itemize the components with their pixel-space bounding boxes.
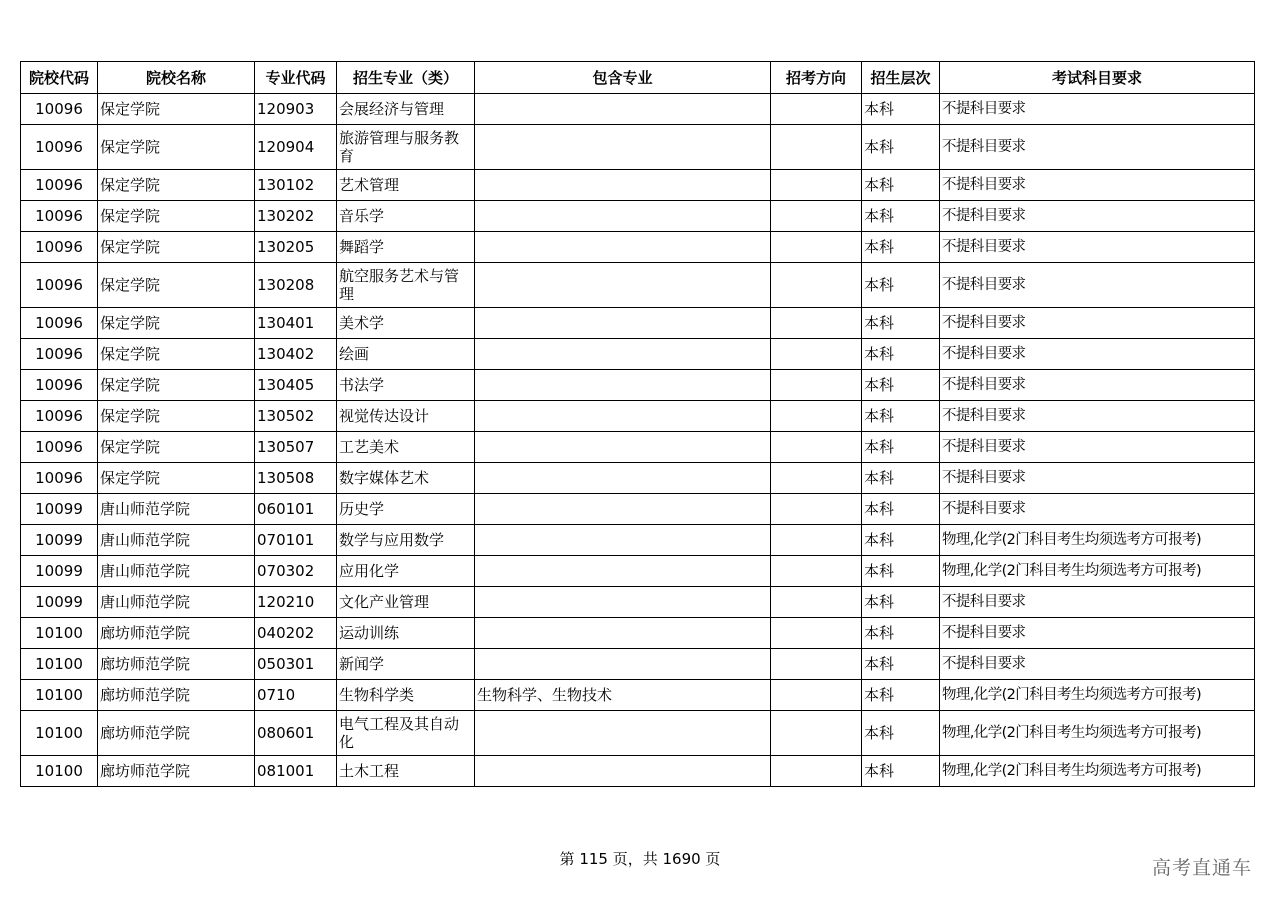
- header-direction: 招考方向: [771, 62, 862, 94]
- cell-major-code: 120210: [255, 587, 337, 618]
- header-includes: 包含专业: [475, 62, 771, 94]
- cell-school-name: 唐山师范学院: [98, 525, 255, 556]
- cell-requirement: 物理,化学(2门科目考生均须选考方可报考): [940, 711, 1255, 756]
- header-major: 招生专业（类）: [337, 62, 475, 94]
- cell-requirement: 不提科目要求: [940, 618, 1255, 649]
- watermark: 高考直通车: [1151, 857, 1252, 879]
- cell-school-name: 廊坊师范学院: [98, 680, 255, 711]
- cell-includes: [475, 370, 771, 401]
- table-row: [21, 494, 1255, 525]
- cell-school-name: 保定学院: [98, 463, 255, 494]
- table-row: [21, 556, 1255, 587]
- table-row: [21, 432, 1255, 463]
- cell-includes: [475, 201, 771, 232]
- cell-direction: [771, 308, 862, 339]
- cell-level: 本科: [862, 201, 940, 232]
- table-row: [21, 125, 1255, 170]
- cell-requirement: 不提科目要求: [940, 201, 1255, 232]
- cell-major: 运动训练: [337, 618, 475, 649]
- cell-direction: [771, 201, 862, 232]
- table-row: [21, 263, 1255, 308]
- cell-direction: [771, 556, 862, 587]
- cell-major: 新闻学: [337, 649, 475, 680]
- cell-school-name: 唐山师范学院: [98, 494, 255, 525]
- cell-includes: [475, 432, 771, 463]
- table-row: [21, 587, 1255, 618]
- cell-requirement: 不提科目要求: [940, 370, 1255, 401]
- cell-requirement: 不提科目要求: [940, 432, 1255, 463]
- cell-direction: [771, 339, 862, 370]
- cell-direction: [771, 494, 862, 525]
- header-school-name: 院校名称: [98, 62, 255, 94]
- cell-major: 数字媒体艺术: [337, 463, 475, 494]
- table-row: [21, 232, 1255, 263]
- cell-major-code: 070302: [255, 556, 337, 587]
- cell-requirement: 不提科目要求: [940, 263, 1255, 308]
- cell-level: 本科: [862, 170, 940, 201]
- cell-requirement: 物理,化学(2门科目考生均须选考方可报考): [940, 680, 1255, 711]
- table-row: [21, 370, 1255, 401]
- table-row: [21, 525, 1255, 556]
- cell-school-code: 10099: [21, 525, 98, 556]
- cell-level: 本科: [862, 370, 940, 401]
- cell-includes: [475, 556, 771, 587]
- cell-school-code: 10100: [21, 756, 98, 787]
- cell-direction: [771, 680, 862, 711]
- cell-major-code: 130202: [255, 201, 337, 232]
- cell-requirement: 不提科目要求: [940, 649, 1255, 680]
- page-number: 第 115 页，共 1690 页: [559, 850, 721, 868]
- cell-includes: [475, 170, 771, 201]
- header-level: 招生层次: [862, 62, 940, 94]
- cell-requirement: 物理,化学(2门科目考生均须选考方可报考): [940, 756, 1255, 787]
- cell-school-name: 廊坊师范学院: [98, 711, 255, 756]
- header-row: [21, 62, 1255, 94]
- cell-major-code: 060101: [255, 494, 337, 525]
- cell-school-code: 10096: [21, 263, 98, 308]
- cell-direction: [771, 525, 862, 556]
- cell-school-code: 10100: [21, 649, 98, 680]
- cell-includes: [475, 308, 771, 339]
- cell-school-name: 保定学院: [98, 201, 255, 232]
- cell-level: 本科: [862, 432, 940, 463]
- cell-major: 航空服务艺术与管理: [337, 263, 475, 308]
- cell-includes: [475, 525, 771, 556]
- cell-school-code: 10096: [21, 201, 98, 232]
- cell-direction: [771, 711, 862, 756]
- cell-major: 工艺美术: [337, 432, 475, 463]
- table-row: [21, 94, 1255, 125]
- cell-school-code: 10096: [21, 125, 98, 170]
- cell-major: 舞蹈学: [337, 232, 475, 263]
- cell-major-code: 040202: [255, 618, 337, 649]
- cell-school-name: 廊坊师范学院: [98, 618, 255, 649]
- cell-level: 本科: [862, 232, 940, 263]
- cell-school-name: 保定学院: [98, 94, 255, 125]
- cell-school-code: 10099: [21, 494, 98, 525]
- cell-major-code: 070101: [255, 525, 337, 556]
- cell-major-code: 130208: [255, 263, 337, 308]
- cell-major: 文化产业管理: [337, 587, 475, 618]
- cell-major: 音乐学: [337, 201, 475, 232]
- cell-school-name: 保定学院: [98, 370, 255, 401]
- cell-direction: [771, 587, 862, 618]
- cell-includes: [475, 94, 771, 125]
- cell-major: 土木工程: [337, 756, 475, 787]
- cell-major: 数学与应用数学: [337, 525, 475, 556]
- cell-direction: [771, 94, 862, 125]
- table-row: [21, 170, 1255, 201]
- cell-direction: [771, 432, 862, 463]
- table-body: [21, 94, 1255, 787]
- cell-level: 本科: [862, 649, 940, 680]
- cell-major: 会展经济与管理: [337, 94, 475, 125]
- cell-requirement: 不提科目要求: [940, 170, 1255, 201]
- cell-school-name: 廊坊师范学院: [98, 756, 255, 787]
- cell-level: 本科: [862, 756, 940, 787]
- cell-direction: [771, 170, 862, 201]
- cell-major: 旅游管理与服务教育: [337, 125, 475, 170]
- cell-major-code: 120903: [255, 94, 337, 125]
- cell-level: 本科: [862, 94, 940, 125]
- cell-includes: [475, 711, 771, 756]
- cell-direction: [771, 263, 862, 308]
- cell-requirement: 不提科目要求: [940, 494, 1255, 525]
- cell-school-name: 保定学院: [98, 232, 255, 263]
- table-row: [21, 649, 1255, 680]
- table-row: [21, 618, 1255, 649]
- cell-level: 本科: [862, 618, 940, 649]
- cell-school-code: 10096: [21, 170, 98, 201]
- cell-level: 本科: [862, 711, 940, 756]
- cell-direction: [771, 649, 862, 680]
- cell-school-code: 10096: [21, 432, 98, 463]
- cell-major-code: 0710: [255, 680, 337, 711]
- cell-major-code: 050301: [255, 649, 337, 680]
- cell-level: 本科: [862, 401, 940, 432]
- table-row: [21, 680, 1255, 711]
- cell-school-code: 10099: [21, 587, 98, 618]
- cell-requirement: 不提科目要求: [940, 401, 1255, 432]
- cell-level: 本科: [862, 308, 940, 339]
- cell-school-code: 10099: [21, 556, 98, 587]
- cell-school-code: 10096: [21, 370, 98, 401]
- cell-includes: [475, 756, 771, 787]
- cell-includes: [475, 339, 771, 370]
- cell-school-name: 保定学院: [98, 401, 255, 432]
- cell-major-code: 130507: [255, 432, 337, 463]
- cell-requirement: 不提科目要求: [940, 125, 1255, 170]
- cell-school-code: 10096: [21, 232, 98, 263]
- cell-major-code: 080601: [255, 711, 337, 756]
- cell-major-code: 130402: [255, 339, 337, 370]
- cell-requirement: 物理,化学(2门科目考生均须选考方可报考): [940, 525, 1255, 556]
- cell-level: 本科: [862, 525, 940, 556]
- cell-school-code: 10096: [21, 401, 98, 432]
- cell-includes: [475, 125, 771, 170]
- cell-school-code: 10096: [21, 94, 98, 125]
- table-row: [21, 756, 1255, 787]
- cell-direction: [771, 463, 862, 494]
- cell-requirement: 不提科目要求: [940, 339, 1255, 370]
- cell-major: 艺术管理: [337, 170, 475, 201]
- cell-school-name: 保定学院: [98, 263, 255, 308]
- cell-includes: [475, 263, 771, 308]
- cell-direction: [771, 756, 862, 787]
- cell-level: 本科: [862, 587, 940, 618]
- cell-requirement: 不提科目要求: [940, 463, 1255, 494]
- cell-school-code: 10100: [21, 680, 98, 711]
- cell-level: 本科: [862, 463, 940, 494]
- header-major-code: 专业代码: [255, 62, 337, 94]
- cell-school-name: 廊坊师范学院: [98, 649, 255, 680]
- table-row: [21, 308, 1255, 339]
- cell-school-name: 保定学院: [98, 308, 255, 339]
- cell-major-code: 130102: [255, 170, 337, 201]
- cell-school-code: 10100: [21, 618, 98, 649]
- cell-major-code: 130205: [255, 232, 337, 263]
- cell-school-code: 10100: [21, 711, 98, 756]
- cell-major: 绘画: [337, 339, 475, 370]
- cell-requirement: 不提科目要求: [940, 308, 1255, 339]
- cell-major: 美术学: [337, 308, 475, 339]
- cell-major-code: 130405: [255, 370, 337, 401]
- cell-school-name: 保定学院: [98, 125, 255, 170]
- cell-includes: [475, 587, 771, 618]
- cell-includes: [475, 401, 771, 432]
- cell-major-code: 081001: [255, 756, 337, 787]
- cell-direction: [771, 370, 862, 401]
- cell-major: 应用化学: [337, 556, 475, 587]
- cell-includes: [475, 649, 771, 680]
- cell-school-code: 10096: [21, 339, 98, 370]
- cell-direction: [771, 618, 862, 649]
- cell-level: 本科: [862, 125, 940, 170]
- cell-level: 本科: [862, 263, 940, 308]
- cell-major: 生物科学类: [337, 680, 475, 711]
- cell-school-code: 10096: [21, 308, 98, 339]
- cell-includes: 生物科学、生物技术: [475, 680, 771, 711]
- cell-includes: [475, 618, 771, 649]
- table-row: [21, 339, 1255, 370]
- cell-major-code: 130401: [255, 308, 337, 339]
- cell-major: 视觉传达设计: [337, 401, 475, 432]
- cell-requirement: 不提科目要求: [940, 232, 1255, 263]
- cell-school-code: 10096: [21, 463, 98, 494]
- header-school-code: 院校代码: [21, 62, 98, 94]
- cell-major: 历史学: [337, 494, 475, 525]
- cell-direction: [771, 232, 862, 263]
- cell-includes: [475, 232, 771, 263]
- cell-major-code: 130508: [255, 463, 337, 494]
- cell-major: 书法学: [337, 370, 475, 401]
- cell-includes: [475, 463, 771, 494]
- cell-level: 本科: [862, 680, 940, 711]
- cell-school-name: 唐山师范学院: [98, 556, 255, 587]
- table-row: [21, 711, 1255, 756]
- table-row: [21, 463, 1255, 494]
- table-row: [21, 401, 1255, 432]
- header-requirement: 考试科目要求: [940, 62, 1255, 94]
- cell-direction: [771, 125, 862, 170]
- cell-major-code: 120904: [255, 125, 337, 170]
- cell-major-code: 130502: [255, 401, 337, 432]
- cell-school-name: 保定学院: [98, 432, 255, 463]
- cell-school-name: 保定学院: [98, 339, 255, 370]
- cell-school-name: 保定学院: [98, 170, 255, 201]
- cell-level: 本科: [862, 556, 940, 587]
- cell-includes: [475, 494, 771, 525]
- cell-school-name: 唐山师范学院: [98, 587, 255, 618]
- cell-major: 电气工程及其自动化: [337, 711, 475, 756]
- cell-level: 本科: [862, 339, 940, 370]
- cell-requirement: 不提科目要求: [940, 94, 1255, 125]
- cell-level: 本科: [862, 494, 940, 525]
- cell-requirement: 物理,化学(2门科目考生均须选考方可报考): [940, 556, 1255, 587]
- table-row: [21, 201, 1255, 232]
- admissions-table: [20, 61, 1255, 787]
- cell-direction: [771, 401, 862, 432]
- cell-requirement: 不提科目要求: [940, 587, 1255, 618]
